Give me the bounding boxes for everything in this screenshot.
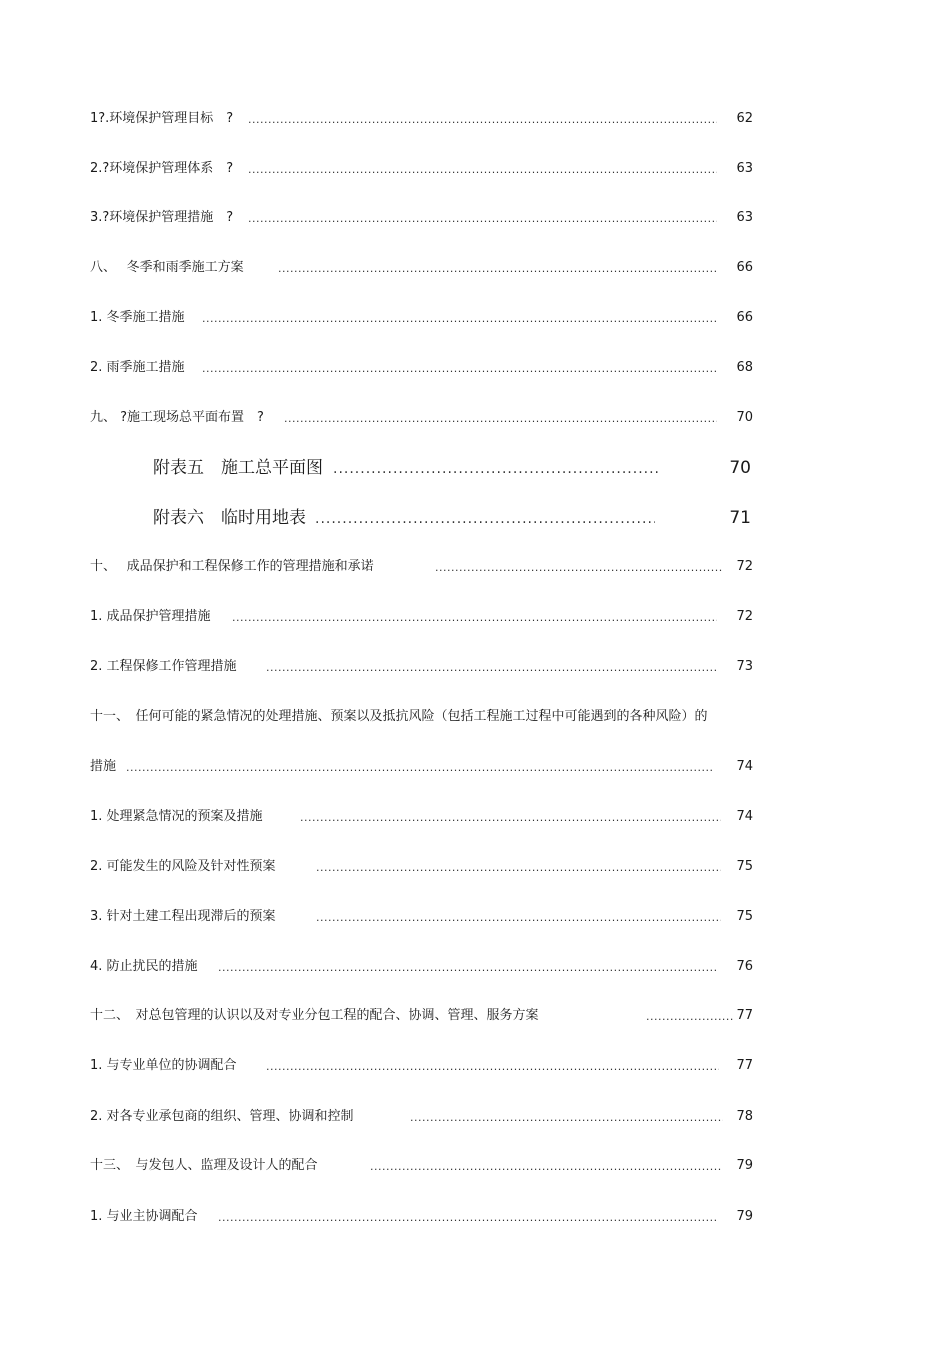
toc-entry[interactable]: [90, 408, 753, 428]
toc-entry-label: 1. 与专业单位的协调配合: [90, 1056, 241, 1076]
toc-entry[interactable]: [90, 258, 753, 278]
toc-entry-page: 68: [736, 360, 753, 375]
toc-entry-page: 77: [736, 1058, 753, 1073]
toc-entry-page: 71: [729, 508, 751, 528]
toc-entry-label: 2. 对各专业承包商的组织、管理、协调和控制: [90, 1107, 358, 1127]
toc-entry-page: 66: [736, 260, 753, 275]
toc-entry-page: 78: [736, 1109, 753, 1124]
toc-entry[interactable]: [90, 557, 753, 577]
toc-entry-label: 4. 防止扰民的措施: [90, 957, 202, 977]
toc-entry[interactable]: [90, 1107, 753, 1127]
toc-leader-dots: [370, 1156, 721, 1176]
toc-leader-dots: [202, 308, 717, 328]
toc-entry-page: 72: [736, 559, 753, 574]
toc-entry-wrapped-first-line[interactable]: [90, 707, 760, 727]
toc-leader-dots: [218, 957, 717, 977]
toc-leader-dots: [218, 1207, 717, 1227]
toc-entry-page: 77: [736, 1008, 753, 1023]
toc-entry-wrapped-continuation[interactable]: [90, 757, 753, 777]
toc-entry-label: 十二、 对总包管理的认识以及对专业分包工程的配合、协调、管理、服务方案: [90, 1006, 543, 1026]
toc-entry-label: 2. 工程保修工作管理措施: [90, 657, 241, 677]
toc-entry[interactable]: [90, 607, 753, 627]
toc-entry-label: 2.?环境保护管理体系 ?: [90, 159, 237, 179]
toc-leader-dots: [202, 358, 717, 378]
toc-entry[interactable]: [90, 807, 753, 827]
toc-leader-dots: [316, 857, 721, 877]
toc-entry-page: 62: [736, 111, 753, 126]
toc-leader-dots: [315, 505, 655, 531]
toc-entry-page: 79: [736, 1158, 753, 1173]
toc-entry-label: 十三、 与发包人、监理及设计人的配合: [90, 1156, 322, 1176]
toc-entry[interactable]: [90, 657, 753, 677]
toc-entry-label: 十一、 任何可能的紧急情况的处理措施、预案以及抵抗风险（包括工程施工过程中可能遇到的各种风险）的: [90, 707, 708, 727]
toc-entry[interactable]: [90, 1156, 753, 1176]
toc-entry-label: 九、 ?施工现场总平面布置 ?: [90, 408, 268, 428]
toc-entry-page: 63: [736, 161, 753, 176]
toc-entry-page: 73: [736, 659, 753, 674]
toc-entry-label: 2. 雨季施工措施: [90, 358, 189, 378]
toc-entry[interactable]: [90, 957, 753, 977]
toc-entry-page: 79: [736, 1209, 753, 1224]
toc-entry[interactable]: [90, 208, 753, 228]
toc-leader-dots: [333, 455, 659, 481]
toc-entry[interactable]: [90, 1207, 753, 1227]
toc-entry-page: 63: [736, 210, 753, 225]
toc-entry-page: 75: [736, 909, 753, 924]
toc-entry-label: 1. 与业主协调配合: [90, 1207, 202, 1227]
toc-entry-label: 1?.环境保护管理目标 ?: [90, 109, 237, 129]
toc-entry-label: 附表六 临时用地表: [153, 505, 310, 531]
toc-entry[interactable]: [90, 1006, 753, 1026]
toc-entry-appendix[interactable]: [153, 455, 751, 481]
toc-leader-dots: [266, 1056, 719, 1076]
toc-entry-label: 措施: [90, 757, 120, 777]
toc-entry-label: 3.?环境保护管理措施 ?: [90, 208, 237, 228]
toc-entry-label: 1. 冬季施工措施: [90, 308, 189, 328]
toc-leader-dots: [126, 757, 713, 777]
toc-entry[interactable]: [90, 109, 753, 129]
toc-leader-dots: [300, 807, 721, 827]
toc-leader-dots: [646, 1006, 733, 1026]
toc-entry[interactable]: [90, 907, 753, 927]
toc-leader-dots: [232, 607, 717, 627]
toc-entry-label: 2. 可能发生的风险及针对性预案: [90, 857, 280, 877]
toc-leader-dots: [410, 1107, 723, 1127]
toc-entry-label: 附表五 施工总平面图: [153, 455, 327, 481]
toc-entry-label: 八、 冬季和雨季施工方案: [90, 258, 248, 278]
toc-entry-label: 1. 成品保护管理措施: [90, 607, 215, 627]
toc-entry-page: 76: [736, 959, 753, 974]
toc-leader-dots: [435, 557, 723, 577]
toc-entry-label: 十、 成品保护和工程保修工作的管理措施和承诺: [90, 557, 378, 577]
toc-leader-dots: [248, 208, 717, 228]
toc-entry-page: 75: [736, 859, 753, 874]
toc-leader-dots: [266, 657, 717, 677]
toc-entry[interactable]: [90, 857, 753, 877]
toc-leader-dots: [278, 258, 717, 278]
toc-entry-label: 1. 处理紧急情况的预案及措施: [90, 807, 267, 827]
toc-entry[interactable]: [90, 308, 753, 328]
toc-entry[interactable]: [90, 159, 753, 179]
toc-entry[interactable]: [90, 1056, 753, 1076]
toc-entry-page: 70: [736, 410, 753, 425]
toc-leader-dots: [316, 907, 721, 927]
toc-leader-dots: [248, 109, 717, 129]
toc-entry[interactable]: [90, 358, 753, 378]
toc-entry-appendix[interactable]: [153, 505, 751, 531]
toc-entry-page: 74: [736, 759, 753, 774]
toc-leader-dots: [284, 408, 717, 428]
toc-entry-page: 74: [736, 809, 753, 824]
toc-entry-label: 3. 针对土建工程出现滞后的预案: [90, 907, 280, 927]
toc-entry-page: 66: [736, 310, 753, 325]
toc-entry-page: 72: [736, 609, 753, 624]
toc-entry-page: 70: [729, 458, 751, 478]
toc-leader-dots: [248, 159, 717, 179]
